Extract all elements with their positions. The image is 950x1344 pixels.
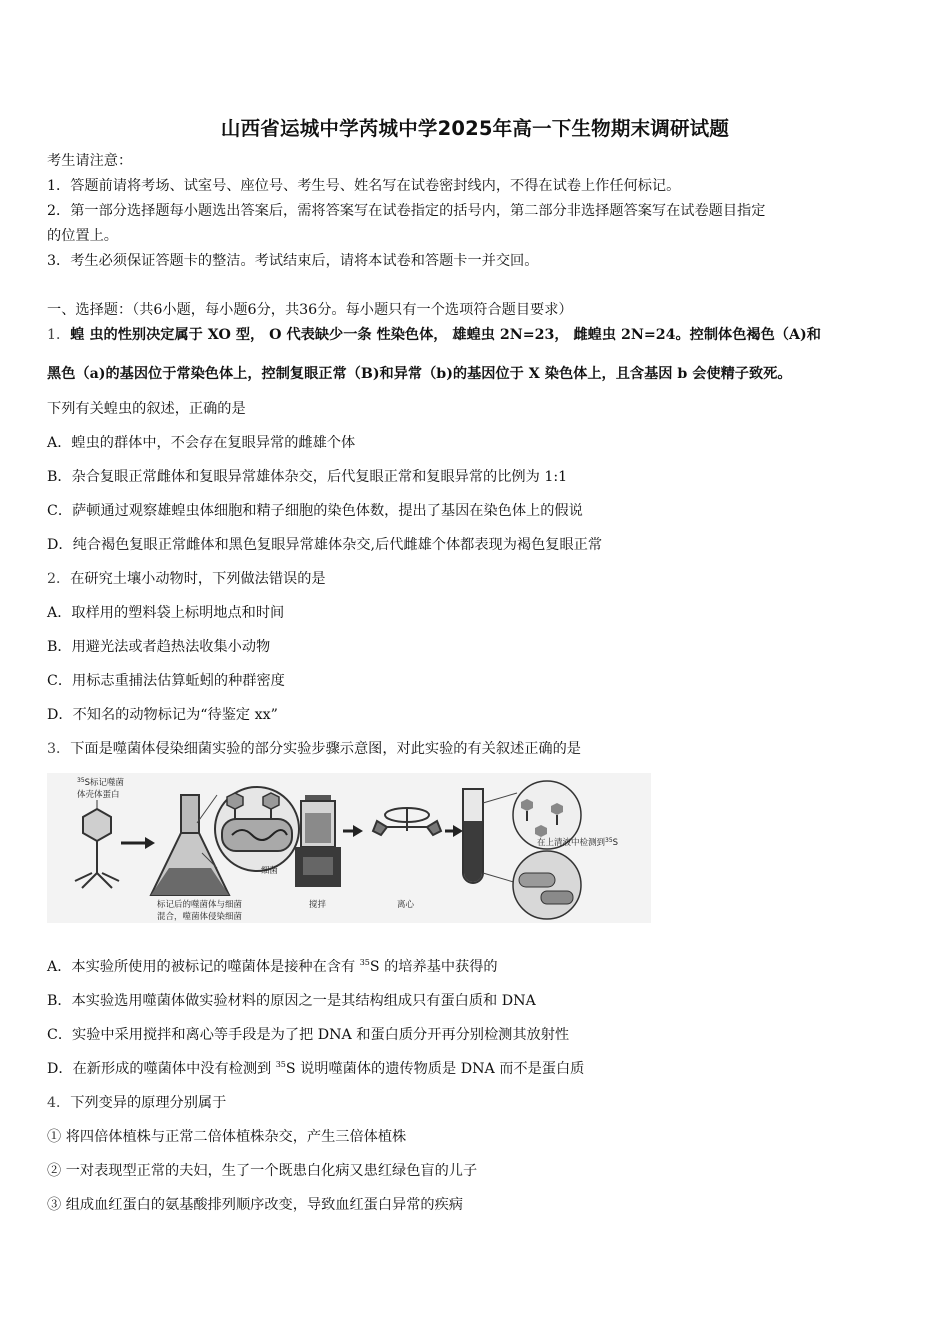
question-text: 在研究土壤小动物时，下列做法错误的是 (70, 571, 326, 587)
question-4-stem (47, 1093, 226, 1113)
option-a: A．取样用的塑料袋上标明地点和时间 (47, 605, 285, 621)
question-number: 3． (47, 741, 71, 757)
list-item: ② 一对表现型正常的夫妇，生了一个既患白化病又患红绿色盲的儿子 (47, 1163, 478, 1179)
mix-label-line1: 标记后的噬菌体与细菌 (157, 900, 243, 910)
notice-item: 1．答题前请将考场、试室号、座位号、考生号、姓名写在试卷密封线内，不得在试卷上作任何标记。 (47, 178, 681, 194)
question-number: 1． (47, 327, 71, 343)
question-1-prompt: 下列有关蝗虫的叙述，正确的是 (47, 401, 246, 417)
notice-item: 的位置上。 (47, 228, 118, 244)
detect-label: 在上清液中检测到$^{35}$S (537, 837, 619, 848)
phage-label-line2: 体壳体蛋白 (77, 790, 120, 800)
option-b: B．本实验选用噬菌体做实验材料的原因之一是其结构组成只有蛋白质和 DNA (47, 993, 536, 1009)
option-b: B．用避光法或者趋热法收集小动物 (47, 639, 271, 655)
option-d: D．不知名的动物标记为“待鉴定 xx” (47, 707, 278, 723)
list-item: ③ 组成血红蛋白的氨基酸排列顺序改变，导致血红蛋白异常的疾病 (47, 1197, 463, 1213)
question-number: 2． (47, 571, 71, 587)
option-a: A．本实验所使用的被标记的噬菌体是接种在含有 $^{35}$S 的培养基中获得的 (47, 958, 498, 975)
question-3-stem (47, 739, 581, 759)
list-item: ① 将四倍体植株与正常二倍体植株杂交，产生三倍体植株 (47, 1129, 407, 1145)
option-d: D．在新形成的噬菌体中没有检测到 $^{35}$S 说明噬菌体的遗传物质是 DNA 而不是蛋白质 (47, 1060, 585, 1077)
notice-item: 2．第一部分选择题每小题选出答案后，需将答案写在试卷指定的括号内，第二部分非选择题答案写在试卷题目指定 (47, 203, 766, 219)
option-a: A．蝗虫的群体中，不会存在复眼异常的雌雄个体 (47, 435, 356, 451)
question-1-stem-cont: 黑色（a)的基因位于常染色体上，控制复眼正常（B)和异常（b)的基因位于 X 染色体上，且含基因 b 会使精子致死。 (47, 366, 792, 382)
notice-item: 3．考生必须保证答题卡的整洁。考试结束后，请将本试卷和答题卡一并交回。 (47, 253, 539, 269)
mix-label-line2: 混合，噬菌体侵染细菌 (157, 912, 243, 922)
phage-experiment-diagram (47, 773, 651, 923)
phage-experiment-figure (47, 773, 651, 923)
question-1-stem (47, 325, 821, 345)
question-number: 4． (47, 1095, 71, 1111)
bacteria-label: 细菌 (261, 866, 279, 876)
option-c: C．用标志重捕法估算蚯蚓的种群密度 (47, 673, 285, 689)
option-c: C．萨顿通过观察雄蝗虫体细胞和精子细胞的染色体数，提出了基因在染色体上的假说 (47, 503, 583, 519)
section-heading: 一、选择题：（共6小题，每小题6分，共36分。每小题只有一个选项符合题目要求） (47, 302, 573, 318)
phage-label-line1: $^{35}$S标记噬菌 (77, 777, 125, 788)
notice-heading: 考生请注意： (47, 153, 133, 169)
stir-label: 搅拌 (309, 900, 327, 910)
option-d: D．纯合褐色复眼正常雌体和黑色复眼异常雄体杂交,后代雌雄个体都表现为褐色复眼正常 (47, 537, 603, 553)
option-c: C．实验中采用搅拌和离心等手段是为了把 DNA 和蛋白质分开再分别检测其放射性 (47, 1027, 570, 1043)
question-2-stem (47, 569, 326, 589)
question-text: 下列变异的原理分别属于 (70, 1095, 227, 1111)
question-text: 蝗 虫的性别决定属于 XO 型， O 代表缺少一条 性染色体， 雄蝗虫 2N=23， 雌蝗虫 2N=24。控制体色褐色（A)和 (70, 327, 821, 343)
page-title: 山西省运城中学芮城中学2025年高一下生物期末调研试题 (220, 117, 730, 140)
blender-icon (295, 795, 341, 887)
centrifuge-label: 离心 (397, 900, 415, 910)
option-b: B．杂合复眼正常雌体和复眼异常雄体杂交，后代复眼正常和复眼异常的比例为 1:1 (47, 469, 568, 485)
question-text: 下面是噬菌体侵染细菌实验的部分实验步骤示意图，对此实验的有关叙述正确的是 (70, 741, 581, 757)
